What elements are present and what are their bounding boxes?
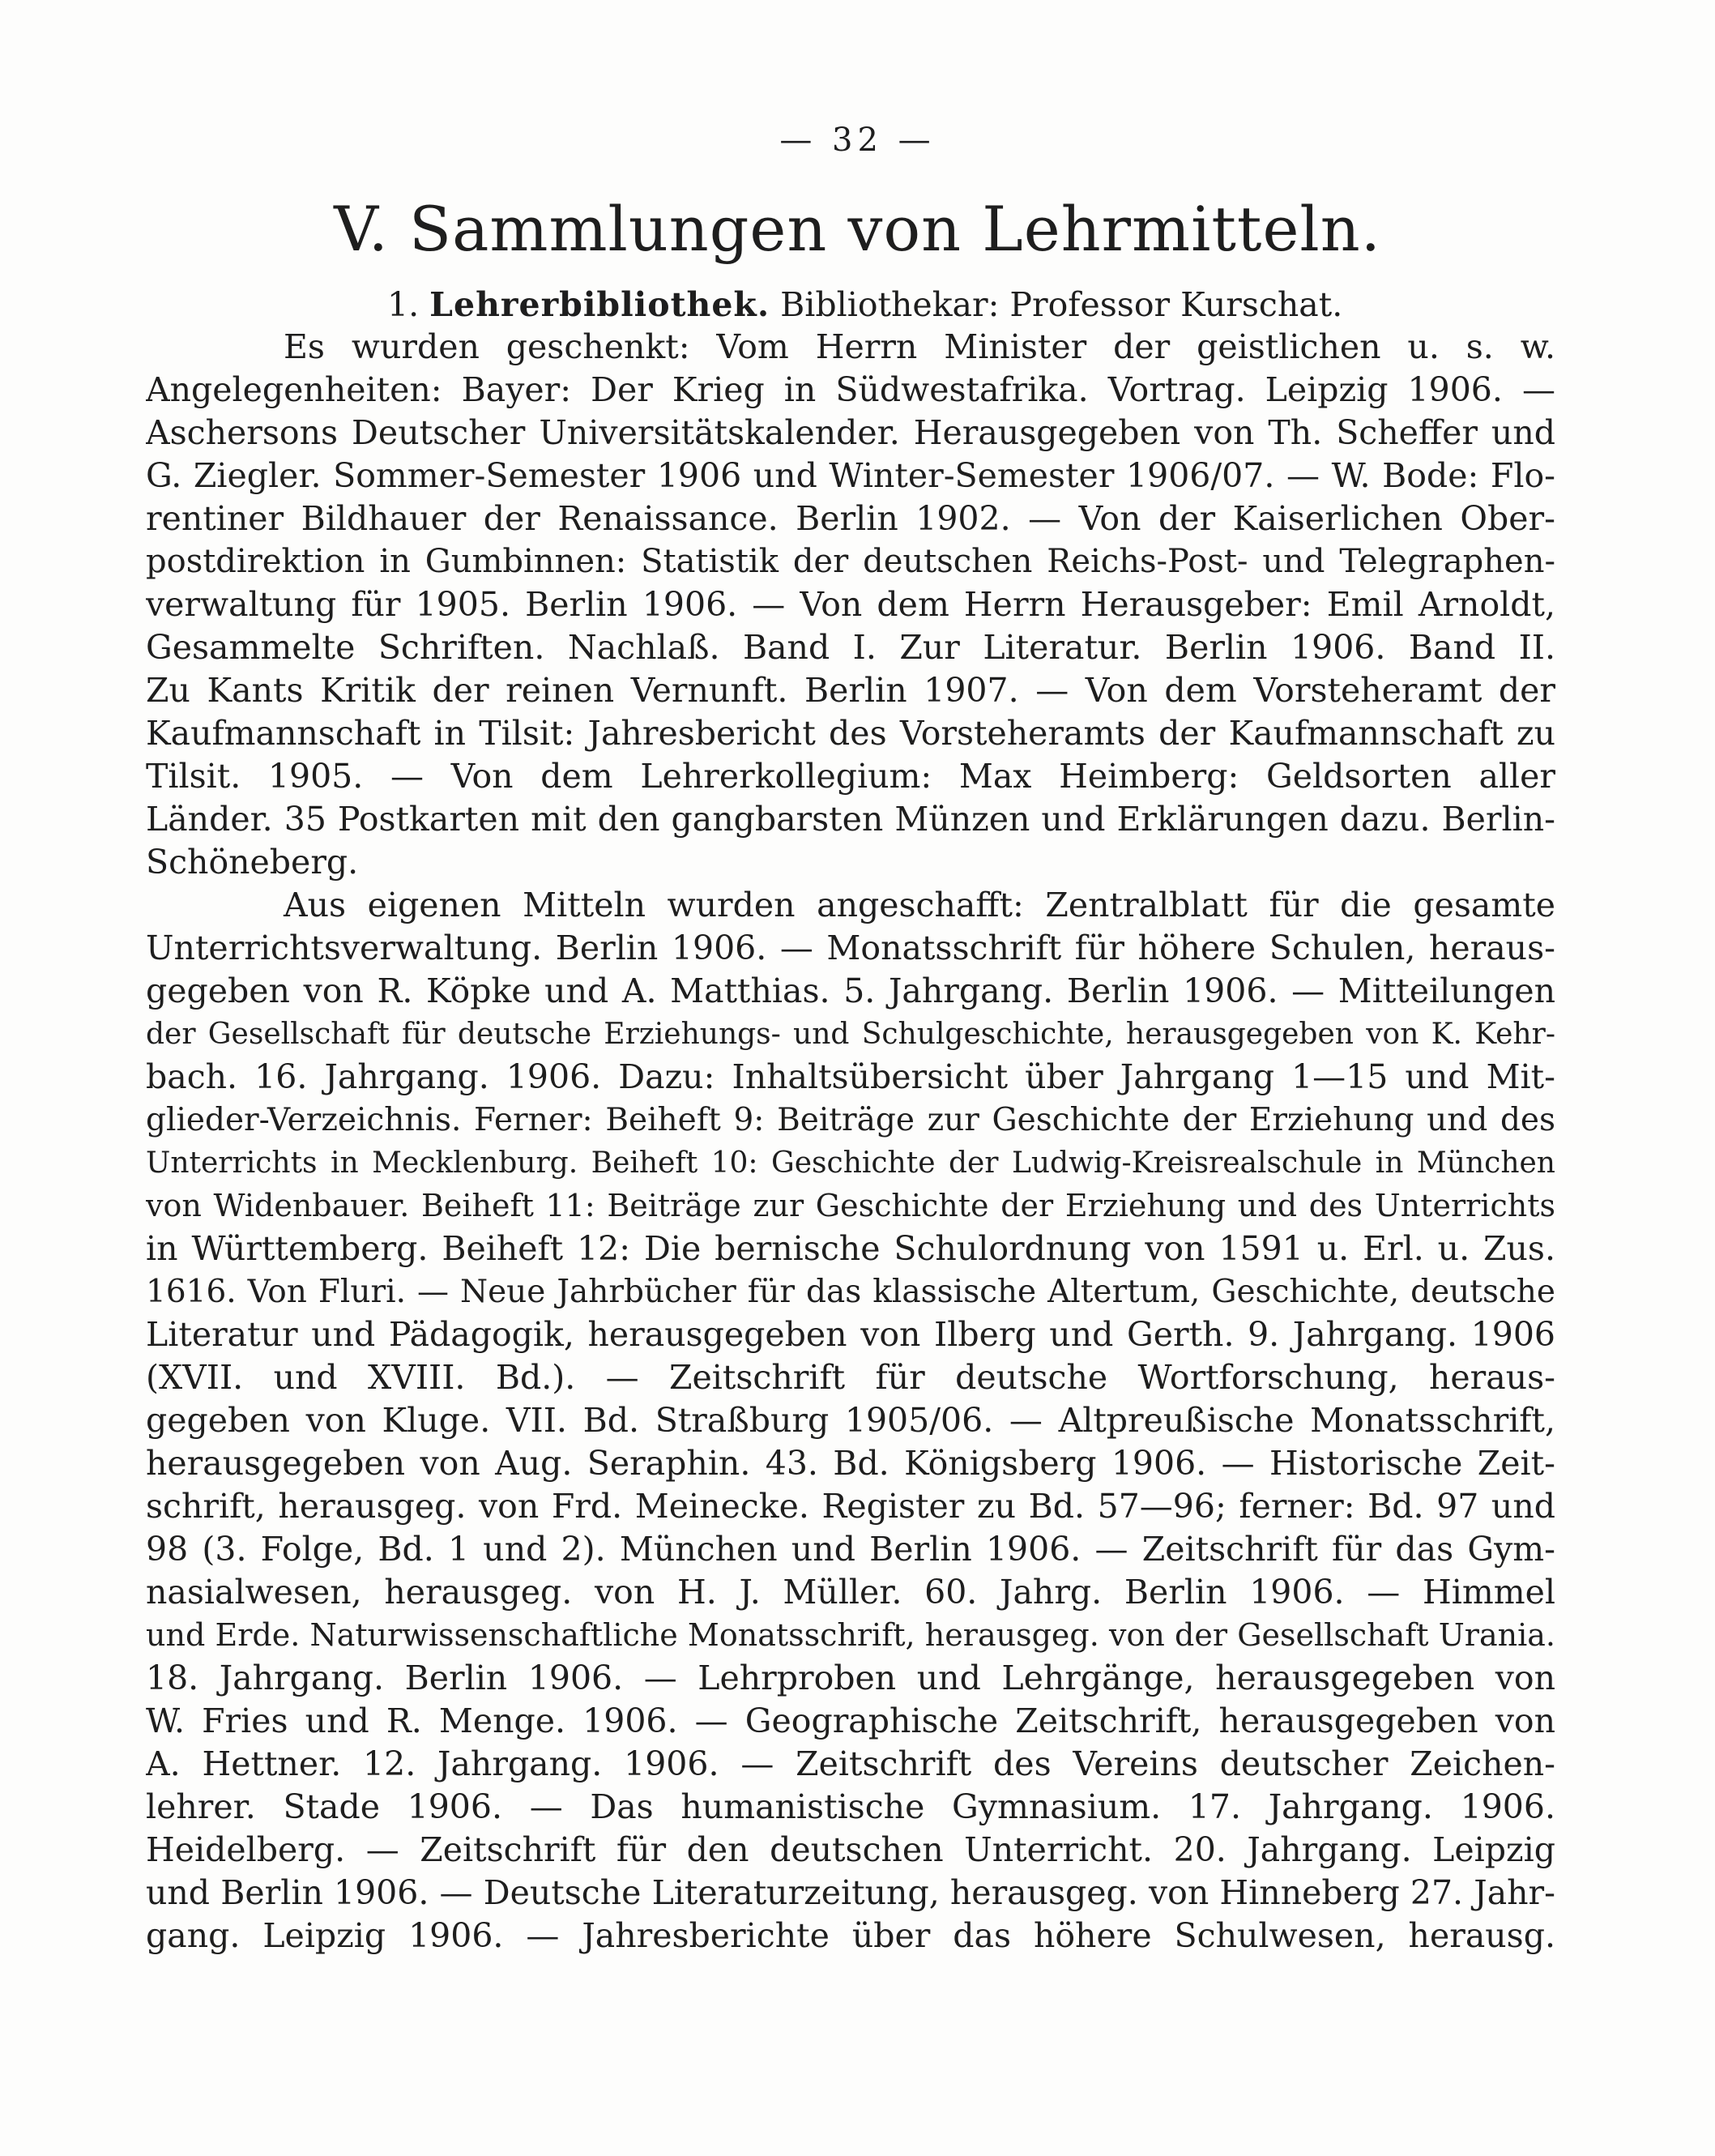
text-line: gegeben von R. Köpke und A. Matthias. 5. Jahrgang. Berlin 1906. — Mitteilungen <box>146 971 1555 1010</box>
text-line: Heidelberg. — Zeitschrift für den deutschen Unterricht. 20. Jahrgang. Leipzig <box>146 1830 1555 1869</box>
text-line: Literatur und Pädagogik, herausgegeben von Ilberg und Gerth. 9. Jahrgang. 1906 <box>146 1315 1555 1354</box>
text-line: Unterrichts in Mecklenburg. Beiheft 10: Geschichte der Ludwig-Kreisrealschule in München <box>146 1146 1555 1180</box>
text-line: A. Hettner. 12. Jahrgang. 1906. — Zeitschrift des Vereins deutscher Zeichen- <box>146 1744 1555 1783</box>
text-line: Aschersons Deutscher Universitätskalender. Herausgegeben von Th. Scheffer und <box>146 413 1555 452</box>
text-line: Schöneberg. <box>146 843 359 882</box>
subsection-heading <box>387 285 1342 324</box>
text-line: Kaufmannschaft in Tilsit: Jahresbericht des Vorsteheramts der Kaufmannschaft zu <box>146 714 1555 753</box>
text-line: und Erde. Naturwissenschaftliche Monatsschrift, herausgeg. von der Gesellschaft Urania. <box>146 1617 1555 1653</box>
text-line: W. Fries und R. Menge. 1906. — Geographische Zeitschrift, herausgegeben von <box>146 1701 1555 1740</box>
text-line: lehrer. Stade 1906. — Das humanistische Gymnasium. 17. Jahrgang. 1906. <box>146 1787 1555 1826</box>
text-line: schrift, herausgeg. von Frd. Meinecke. Register zu Bd. 57—96; ferner: Bd. 97 und <box>146 1487 1555 1526</box>
text-line: rentiner Bildhauer der Renaissance. Berlin 1902. — Von der Kaiserlichen Ober- <box>146 499 1555 538</box>
text-line: der Gesellschaft für deutsche Erziehungs- und Schulgeschichte, herausgegeben von K. Kehr- <box>146 1018 1555 1051</box>
text-line: Gesammelte Schriften. Nachlaß. Band I. Zur Literatur. Berlin 1906. Band II. <box>146 628 1555 667</box>
text-line: verwaltung für 1905. Berlin 1906. — Von dem Herrn Herausgeber: Emil Arnoldt, <box>146 585 1555 624</box>
text-line: Aus eigenen Mitteln wurden angeschafft: Zentralblatt für die gesamte <box>284 886 1555 924</box>
page-number: — 32 — <box>779 122 936 159</box>
text-line: Zu Kants Kritik der reinen Vernunft. Berlin 1907. — Von dem Vorsteheramt der <box>146 671 1555 710</box>
text-line: 1616. Von Fluri. — Neue Jahrbücher für das klassische Altertum, Geschichte, deutsche <box>146 1274 1555 1310</box>
text-line: in Württemberg. Beiheft 12: Die bernische Schulordnung von 1591 u. Erl. u. Zus. <box>146 1229 1555 1268</box>
subsection-name: Lehrerbibliothek. <box>429 285 770 324</box>
text-line: nasialwesen, herausgeg. von H. J. Müller. 60. Jahrg. Berlin 1906. — Himmel <box>146 1573 1555 1612</box>
text-line: von Widenbauer. Beiheft 11: Beiträge zur Geschichte der Erziehung und des Unterrichts <box>146 1188 1555 1223</box>
text-line: Angelegenheiten: Bayer: Der Krieg in Südwestafrika. Vortrag. Leipzig 1906. — <box>146 370 1555 409</box>
text-line: gang. Leipzig 1906. — Jahresberichte über das höhere Schulwesen, herausg. <box>146 1916 1555 1955</box>
text-line: postdirektion in Gumbinnen: Statistik der deutschen Reichs-Post- und Telegraphen- <box>146 543 1555 580</box>
text-line: Unterrichtsverwaltung. Berlin 1906. — Monatsschrift für höhere Schulen, heraus- <box>146 929 1555 967</box>
text-line: Tilsit. 1905. — Von dem Lehrerkollegium: Max Heimberg: Geldsorten aller <box>146 757 1555 796</box>
text-line: herausgegeben von Aug. Seraphin. 43. Bd. Königsberg 1906. — Historische Zeit- <box>146 1444 1555 1483</box>
text-line: gegeben von Kluge. VII. Bd. Straßburg 1905/06. — Altpreußische Monatsschrift, <box>146 1401 1555 1440</box>
text-line: G. Ziegler. Sommer-Semester 1906 und Winter-Semester 1906/07. — W. Bode: Flo- <box>146 456 1555 495</box>
text-line: 18. Jahrgang. Berlin 1906. — Lehrproben und Lehrgänge, herausgegeben von <box>146 1659 1555 1697</box>
text-line: Es wurden geschenkt: Vom Herrn Minister der geistlichen u. s. w. <box>284 327 1555 366</box>
librarian-line: Bibliothekar: Professor Kurschat. <box>780 285 1343 324</box>
text-line: glieder-Verzeichnis. Ferner: Beiheft 9: Beiträge zur Geschichte der Erziehung und des <box>146 1102 1555 1138</box>
text-line: Länder. 35 Postkarten mit den gangbarsten Münzen und Erklärungen dazu. Berlin- <box>146 800 1555 839</box>
text-line: bach. 16. Jahrgang. 1906. Dazu: Inhaltsübersicht über Jahrgang 1—15 und Mit- <box>146 1057 1555 1096</box>
text-line: und Berlin 1906. — Deutsche Literaturzeitung, herausgeg. von Hinneberg 27. Jahr- <box>146 1873 1555 1912</box>
subsection-number: 1. <box>387 285 420 324</box>
text-line: (XVII. und XVIII. Bd.). — Zeitschrift für deutsche Wortforschung, heraus- <box>146 1358 1555 1397</box>
text-line: 98 (3. Folge, Bd. 1 und 2). München und Berlin 1906. — Zeitschrift für das Gym- <box>146 1530 1555 1569</box>
body-text <box>146 326 1555 1957</box>
section-title: V. Sammlungen von Lehrmitteln. <box>334 193 1381 265</box>
